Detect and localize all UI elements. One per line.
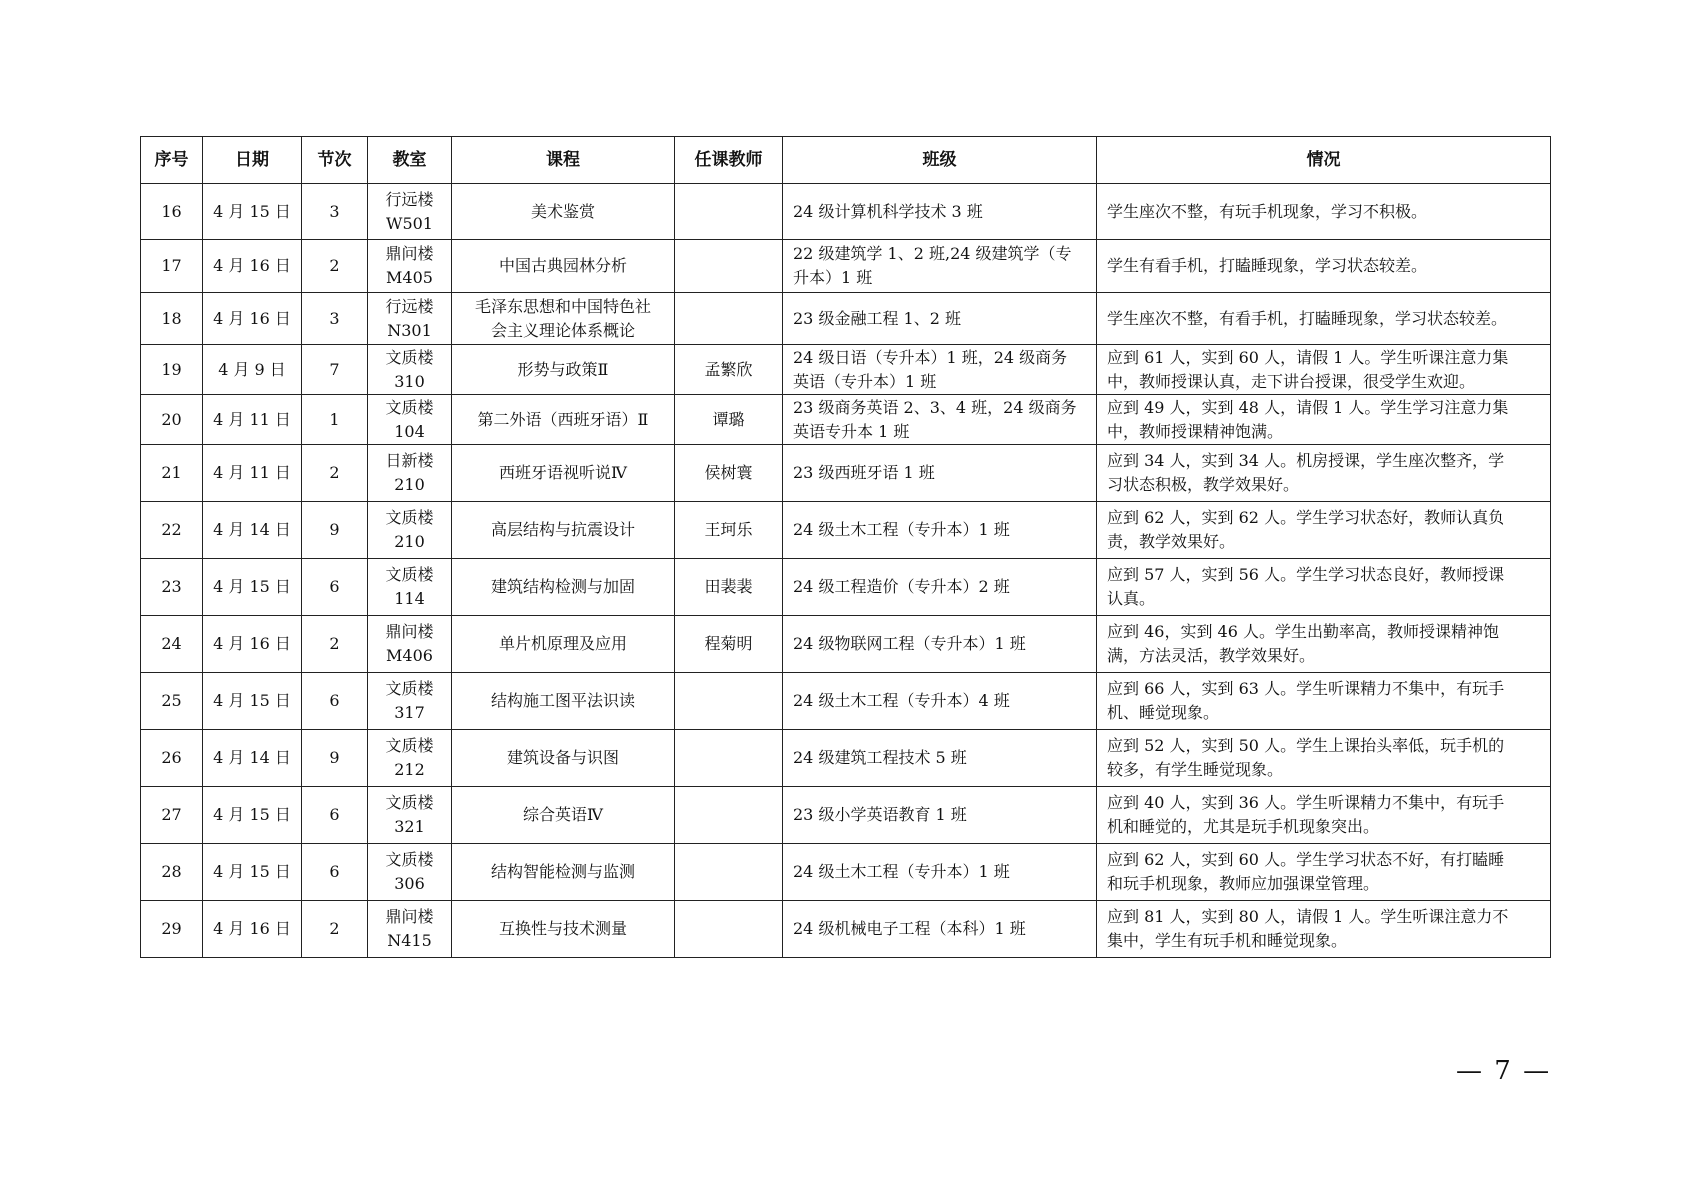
header-cell: 任课教师 — [675, 137, 783, 184]
cell-date: 4 月 15 日 — [203, 184, 302, 240]
cell-status-line: 应到 81 人，实到 80 人，请假 1 人。学生听课注意力不 — [1107, 907, 1509, 926]
cell-class-line: 24 级土木工程（专升本）1 班 — [793, 520, 1010, 539]
cell-course-line: 毛泽东思想和中国特色社 — [474, 296, 651, 316]
cell-room — [368, 345, 452, 395]
cell-status-line: 应到 49 人，实到 48 人，请假 1 人。学生学习注意力集 — [1107, 397, 1509, 417]
cell-period: 7 — [302, 345, 368, 395]
cell-status-line: 和玩手机现象，教师应加强课堂管理。 — [1107, 874, 1380, 893]
cell-date: 4 月 15 日 — [203, 673, 302, 730]
cell-course-line: 建筑设备与识图 — [506, 748, 619, 767]
cell-course — [452, 844, 675, 901]
cell-status-line: 认真。 — [1107, 589, 1156, 608]
table-row — [141, 240, 1551, 293]
cell-class-line: 24 级机械电子工程（本科）1 班 — [793, 919, 1026, 938]
cell-date: 4 月 16 日 — [203, 616, 302, 673]
cell-course-line: 互换性与技术测量 — [498, 919, 627, 938]
cell-class — [783, 240, 1097, 293]
cell-room — [368, 730, 452, 787]
cell-course — [452, 184, 675, 240]
cell-class-line: 24 级土木工程（专升本）4 班 — [793, 691, 1010, 710]
cell-status-line: 中，教师授课认真，走下讲台授课，很受学生欢迎。 — [1107, 371, 1476, 391]
cell-class — [783, 559, 1097, 616]
cell-class-line: 23 级小学英语教育 1 班 — [793, 805, 967, 824]
cell-course-line: 单片机原理及应用 — [498, 634, 627, 653]
cell-course — [452, 395, 675, 445]
cell-period: 2 — [302, 445, 368, 502]
cell-period: 6 — [302, 844, 368, 901]
cell-class — [783, 395, 1097, 445]
cell-status — [1097, 730, 1551, 787]
cell-no: 19 — [141, 345, 203, 395]
cell-room — [368, 844, 452, 901]
cell-status-line: 较多，有学生睡觉现象。 — [1107, 760, 1284, 779]
cell-period: 3 — [302, 184, 368, 240]
cell-class-line: 24 级计算机科学技术 3 班 — [793, 201, 983, 221]
cell-status — [1097, 395, 1551, 445]
cell-class-line: 英语（专升本）1 班 — [793, 371, 937, 391]
cell-teacher: 程菊明 — [675, 616, 783, 673]
cell-no: 16 — [141, 184, 203, 240]
header-cell: 序号 — [141, 137, 203, 184]
cell-no: 22 — [141, 502, 203, 559]
cell-room-line: 310 — [394, 371, 425, 391]
cell-room-line: W501 — [386, 213, 433, 233]
cell-room-line: 114 — [394, 589, 425, 608]
cell-class-line: 24 级工程造价（专升本）2 班 — [793, 577, 1010, 596]
cell-course — [452, 559, 675, 616]
cell-class-line: 22 级建筑学 1、2 班,24 级建筑学（专 — [793, 244, 1072, 263]
cell-period: 9 — [302, 730, 368, 787]
cell-period: 2 — [302, 240, 368, 293]
cell-status-line: 应到 40 人，实到 36 人。学生听课精力不集中，有玩手 — [1107, 793, 1505, 812]
cell-room — [368, 184, 452, 240]
cell-room-line: 文质楼 — [385, 850, 434, 869]
cell-course — [452, 445, 675, 502]
cell-no: 18 — [141, 293, 203, 345]
cell-status — [1097, 293, 1551, 345]
cell-date: 4 月 11 日 — [203, 445, 302, 502]
cell-room — [368, 395, 452, 445]
cell-course-line: 结构智能检测与监测 — [490, 862, 635, 881]
cell-status — [1097, 673, 1551, 730]
cell-class — [783, 184, 1097, 240]
cell-period: 2 — [302, 901, 368, 958]
cell-period: 3 — [302, 293, 368, 345]
cell-room-line: N301 — [387, 320, 432, 340]
cell-class-line: 24 级建筑工程技术 5 班 — [793, 748, 967, 767]
cell-status — [1097, 616, 1551, 673]
header-cell: 课程 — [452, 137, 675, 184]
cell-status-line: 机和睡觉的，尤其是玩手机现象突出。 — [1107, 817, 1380, 836]
cell-room-line: 文质楼 — [385, 565, 434, 584]
cell-course — [452, 730, 675, 787]
cell-no: 17 — [141, 240, 203, 293]
cell-status-line: 应到 62 人，实到 62 人。学生学习状态好，教师认真负 — [1107, 508, 1505, 527]
cell-period: 9 — [302, 502, 368, 559]
cell-class — [783, 345, 1097, 395]
cell-class-line: 24 级日语（专升本）1 班，24 级商务 — [793, 347, 1068, 367]
cell-room-line: 鼎问楼 — [385, 244, 434, 263]
cell-class — [783, 673, 1097, 730]
table-row — [141, 445, 1551, 502]
cell-no: 29 — [141, 901, 203, 958]
cell-room-line: 210 — [394, 475, 425, 494]
cell-course-line: 美术鉴赏 — [530, 201, 595, 221]
inspection-table — [140, 136, 1551, 958]
cell-teacher — [675, 673, 783, 730]
cell-class-line: 23 级金融工程 1、2 班 — [793, 308, 961, 328]
cell-date: 4 月 14 日 — [203, 730, 302, 787]
cell-course — [452, 673, 675, 730]
cell-room-line: 鼎问楼 — [385, 907, 434, 926]
cell-room-line: 文质楼 — [385, 347, 434, 367]
cell-room — [368, 559, 452, 616]
cell-date: 4 月 11 日 — [203, 395, 302, 445]
table-row — [141, 901, 1551, 958]
cell-date: 4 月 16 日 — [203, 901, 302, 958]
cell-status-line: 应到 46，实到 46 人。学生出勤率高，教师授课精神饱 — [1107, 622, 1499, 641]
cell-teacher: 谭璐 — [675, 395, 783, 445]
cell-no: 20 — [141, 395, 203, 445]
cell-course-line: 综合英语Ⅳ — [523, 805, 603, 824]
cell-course-line: 西班牙语视听说Ⅳ — [499, 463, 627, 482]
cell-status-line: 机、睡觉现象。 — [1107, 703, 1220, 722]
cell-status-line: 应到 57 人，实到 56 人。学生学习状态良好，教师授课 — [1107, 565, 1505, 584]
cell-class-line: 24 级土木工程（专升本）1 班 — [793, 862, 1010, 881]
cell-room — [368, 901, 452, 958]
cell-no: 24 — [141, 616, 203, 673]
cell-room-line: 鼎问楼 — [385, 622, 434, 641]
cell-period: 6 — [302, 673, 368, 730]
cell-class-line: 升本）1 班 — [793, 268, 873, 287]
cell-period: 6 — [302, 787, 368, 844]
cell-status — [1097, 787, 1551, 844]
cell-room — [368, 293, 452, 345]
cell-teacher: 田裴裴 — [675, 559, 783, 616]
cell-room-line: 文质楼 — [385, 679, 434, 698]
cell-status — [1097, 559, 1551, 616]
cell-date: 4 月 14 日 — [203, 502, 302, 559]
cell-no: 23 — [141, 559, 203, 616]
cell-status-line: 责，教学效果好。 — [1107, 532, 1236, 551]
cell-room — [368, 502, 452, 559]
cell-course-line: 会主义理论体系概论 — [490, 320, 635, 340]
cell-course-line: 中国古典园林分析 — [498, 256, 627, 275]
cell-room-line: 行远楼 — [385, 296, 434, 316]
table-row — [141, 293, 1551, 345]
cell-teacher: 侯树寰 — [675, 445, 783, 502]
header-cell: 情况 — [1097, 137, 1551, 184]
cell-room — [368, 673, 452, 730]
cell-period: 6 — [302, 559, 368, 616]
cell-class-line: 英语专升本 1 班 — [793, 421, 910, 441]
cell-class-line: 24 级物联网工程（专升本）1 班 — [793, 634, 1026, 653]
cell-room-line: 文质楼 — [385, 736, 434, 755]
cell-room-line: 行远楼 — [385, 189, 434, 209]
cell-room-line: 文质楼 — [385, 508, 434, 527]
cell-room-line: 文质楼 — [385, 793, 434, 812]
table-row — [141, 616, 1551, 673]
cell-status — [1097, 445, 1551, 502]
cell-period: 2 — [302, 616, 368, 673]
cell-course — [452, 901, 675, 958]
table-row — [141, 844, 1551, 901]
cell-room-line: 306 — [394, 874, 425, 893]
cell-teacher — [675, 184, 783, 240]
cell-course — [452, 616, 675, 673]
cell-date: 4 月 15 日 — [203, 787, 302, 844]
cell-room — [368, 240, 452, 293]
cell-status — [1097, 240, 1551, 293]
cell-status-line: 集中，学生有玩手机和睡觉现象。 — [1107, 931, 1348, 950]
table-body — [141, 184, 1551, 958]
cell-no: 28 — [141, 844, 203, 901]
table-row — [141, 345, 1551, 395]
cell-room-line: 210 — [394, 532, 425, 551]
cell-course-line: 高层结构与抗震设计 — [490, 520, 635, 539]
cell-class — [783, 502, 1097, 559]
cell-class — [783, 616, 1097, 673]
cell-date: 4 月 16 日 — [203, 293, 302, 345]
cell-status — [1097, 184, 1551, 240]
table-row — [141, 559, 1551, 616]
cell-no: 27 — [141, 787, 203, 844]
cell-date: 4 月 9 日 — [203, 345, 302, 395]
cell-class — [783, 730, 1097, 787]
cell-room-line: 文质楼 — [385, 397, 434, 417]
cell-status — [1097, 502, 1551, 559]
cell-status — [1097, 345, 1551, 395]
cell-course — [452, 240, 675, 293]
cell-status — [1097, 844, 1551, 901]
cell-course — [452, 345, 675, 395]
cell-status-line: 应到 34 人，实到 34 人。机房授课，学生座次整齐，学 — [1107, 451, 1505, 470]
cell-room — [368, 787, 452, 844]
cell-status-line: 中，教师授课精神饱满。 — [1107, 421, 1284, 441]
cell-course — [452, 293, 675, 345]
cell-room-line: 321 — [394, 817, 425, 836]
cell-class — [783, 901, 1097, 958]
header-cell: 日期 — [203, 137, 302, 184]
table-row — [141, 395, 1551, 445]
cell-date: 4 月 15 日 — [203, 559, 302, 616]
cell-room-line: 212 — [394, 760, 425, 779]
cell-course-line: 形势与政策Ⅱ — [517, 359, 609, 379]
cell-status-line: 学生有看手机，打瞌睡现象，学习状态较差。 — [1107, 256, 1428, 275]
cell-status-line: 应到 61 人，实到 60 人，请假 1 人。学生听课注意力集 — [1107, 347, 1509, 367]
cell-room-line: N415 — [387, 931, 432, 950]
cell-status-line: 学生座次不整，有玩手机现象，学习不积极。 — [1107, 201, 1428, 221]
header-row — [141, 137, 1551, 184]
cell-class — [783, 844, 1097, 901]
cell-teacher — [675, 240, 783, 293]
cell-room — [368, 616, 452, 673]
cell-class-line: 23 级西班牙语 1 班 — [793, 463, 935, 482]
table-row — [141, 673, 1551, 730]
cell-teacher — [675, 293, 783, 345]
cell-no: 26 — [141, 730, 203, 787]
table-row — [141, 730, 1551, 787]
page-number: — 7 — — [1456, 1056, 1552, 1086]
cell-no: 21 — [141, 445, 203, 502]
cell-teacher — [675, 787, 783, 844]
cell-course — [452, 502, 675, 559]
cell-status — [1097, 901, 1551, 958]
cell-room — [368, 445, 452, 502]
cell-class — [783, 787, 1097, 844]
header-cell: 节次 — [302, 137, 368, 184]
cell-course-line: 建筑结构检测与加固 — [490, 577, 635, 596]
cell-status-line: 应到 52 人，实到 50 人。学生上课抬头率低，玩手机的 — [1107, 736, 1505, 755]
cell-course-line: 结构施工图平法识读 — [490, 691, 635, 710]
cell-room-line: M406 — [386, 646, 433, 665]
cell-class-line: 23 级商务英语 2、3、4 班，24 级商务 — [793, 397, 1077, 417]
cell-teacher — [675, 901, 783, 958]
cell-date: 4 月 16 日 — [203, 240, 302, 293]
cell-room-line: M405 — [386, 268, 433, 287]
header-cell: 班级 — [783, 137, 1097, 184]
cell-teacher: 王珂乐 — [675, 502, 783, 559]
cell-status-line: 学生座次不整，有看手机，打瞌睡现象，学习状态较差。 — [1107, 308, 1508, 328]
cell-course — [452, 787, 675, 844]
cell-room-line: 日新楼 — [385, 451, 434, 470]
cell-teacher: 孟繁欣 — [675, 345, 783, 395]
table-row — [141, 184, 1551, 240]
table-row — [141, 787, 1551, 844]
header-cell: 教室 — [368, 137, 452, 184]
cell-room-line: 104 — [394, 421, 425, 441]
cell-room-line: 317 — [394, 703, 425, 722]
cell-status-line: 满，方法灵活，教学效果好。 — [1107, 646, 1316, 665]
cell-period: 1 — [302, 395, 368, 445]
cell-date: 4 月 15 日 — [203, 844, 302, 901]
cell-status-line: 习状态积极，教学效果好。 — [1107, 475, 1300, 494]
cell-class — [783, 445, 1097, 502]
cell-course-line: 第二外语（西班牙语）Ⅱ — [477, 409, 649, 429]
cell-status-line: 应到 66 人，实到 63 人。学生听课精力不集中，有玩手 — [1107, 679, 1505, 698]
cell-status-line: 应到 62 人，实到 60 人。学生学习状态不好，有打瞌睡 — [1107, 850, 1505, 869]
cell-teacher — [675, 730, 783, 787]
cell-teacher — [675, 844, 783, 901]
cell-class — [783, 293, 1097, 345]
cell-no: 25 — [141, 673, 203, 730]
table-row — [141, 502, 1551, 559]
